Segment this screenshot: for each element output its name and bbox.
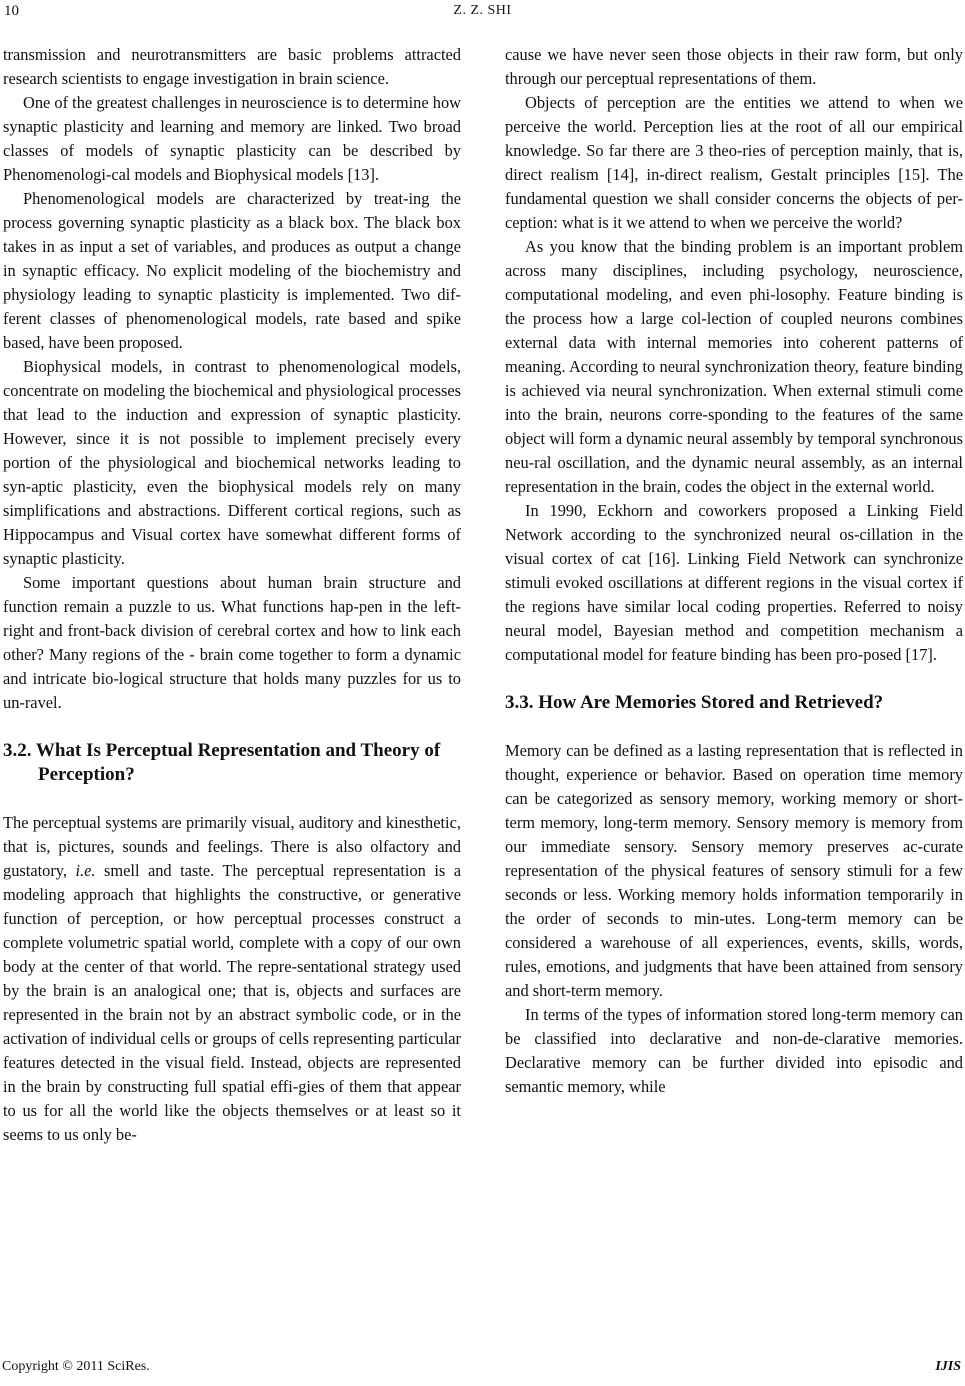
right-column <box>505 43 963 1099</box>
paragraph: One of the greatest challenges in neuroscience is to determine how synaptic plasticity and learning and memory are linked. Two broad classes of models of synaptic plasticity can be described by Phenomenologi-cal models and Biophysical models [13]. <box>3 93 461 184</box>
page-footer <box>0 1359 965 1383</box>
paragraph-text: smell and taste. The perceptual representation is a modeling approach that highlights the constructive, or generative function of perception, or how perceptual processes construct a complete volumetric spatial world, complete with a copy of our own body at the center of that world. The repre-sentational strategy used by the brain is an analogical one; that is, objects and surfaces are represented in the brain not by an abstract symbolic code, or in the activation of individual cells or groups of cells representing particular features detected in the visual field. Instead, objects are represented in the brain by constructing full spatial effi-gies of them that appear to us for all the world like the objects themselves or at least so it seems to us only be- <box>3 861 461 1144</box>
copyright-notice: Copyright © 2011 SciRes. <box>2 1359 150 1374</box>
page-header <box>0 0 965 28</box>
paragraph: As you know that the binding problem is an important problem across many disciplines, including psychology, neuroscience, computational modeling, and even phi-losophy. Feature binding is the process how a large col-lection of coupled neurons combines external data with internal memories into coherent patterns of meaning. According to neural synchronization theory, feature binding is achieved via neural synchronization. When external stimuli come into the brain, neurons corre-sponding to the features of the same object will form a dynamic neural assembly by temporal synchronous neu-ral oscillation, and the dynamic neural assembly, as an internal representation in the brain, codes the object in the external world. <box>505 237 963 496</box>
left-column <box>3 43 461 1147</box>
paragraph-text: The perceptual systems are primarily visual, auditory and kinesthetic, that is, pictures, sounds and feelings. There is also olfactory and gustatory, <box>3 813 461 880</box>
paragraph: Phenomenological models are characterized by treat-ing the process governing synaptic plasticity as a black box. The black box takes in as input a set of variables, and produces as output a change in synaptic efficacy. No explicit modeling of the biochemistry and physiology leading to synaptic plasticity is implemented. Two dif-ferent classes of phenomenological models, rate based and spike based, have been proposed. <box>3 189 461 352</box>
section-heading: 3.2. What Is Perceptual Representation and Theory of Perception? <box>3 740 441 785</box>
running-head: Z. Z. SHI <box>453 3 512 18</box>
page-number: 10 <box>4 3 19 19</box>
paragraph: transmission and neurotransmitters are basic problems attracted research scientists to engage investigation in brain science. <box>3 45 461 88</box>
paragraph: In 1990, Eckhorn and coworkers proposed a Linking Field Network according to the synchronized neural os-cillation in the visual cortex of cat [16]. Linking Field Network can synchronize stimuli evoked oscillations at different regions in the visual cortex if the regions have similar local coding properties. Referred to noisy neural model, Bayesian method and competition mechanism a computational model for feature binding has been pro-posed [17]. <box>505 501 963 664</box>
paragraph: Some important questions about human brain structure and function remain a puzzle to us. What functions hap-pen in the left-right and front-back division of cerebral cortex and how to link each other? Many regions of the - brain come together to form a dynamic and intricate bio-logical structure that holds many puzzles for us to un-ravel. <box>3 573 461 712</box>
paragraph: In terms of the types of information stored long-term memory can be classified into declarative and non-de-clarative memories. Declarative memory can be further divided into episodic and semantic memory, while <box>505 1005 963 1096</box>
italic-abbrev: i.e. <box>75 861 96 880</box>
paragraph: Biophysical models, in contrast to phenomenological models, concentrate on modeling the biochemical and physiological processes that lead to the induction and expression of synaptic plasticity. However, since it is not possible to implement precisely every portion of the physiological and biochemical networks leading to syn-aptic plasticity, even the biophysical models rely on many simplifications and abstractions. Different cortical regions, such as Hippocampus and Visual cortex have somewhat different forms of synaptic plasticity. <box>3 357 461 568</box>
section-heading: 3.3. How Are Memories Stored and Retrieved? <box>505 692 884 713</box>
paragraph: Objects of perception are the entities we attend to when we perceive the world. Perception lies at the root of all our empirical knowledge. So far there are 3 theo-ries of perception mainly, that is, direct realism [14], in-direct realism, Gestalt principles [15]. The fundamental question we shall consider concerns the objects of per-ception: what is it we attend to when we perceive the world? <box>505 93 963 232</box>
journal-abbrev: IJIS <box>935 1359 961 1374</box>
paragraph <box>3 811 461 1147</box>
paragraph: cause we have never seen those objects in their raw form, but only through our perceptual representations of them. <box>505 45 963 88</box>
paragraph: Memory can be defined as a lasting representation that is reflected in thought, experience or behavior. Based on operation time memory can be categorized as sensory memory, working memory or short-term memory, long-term memory. Sensory memory is memory from our immediate sensory. Sensory memory preserves ac-curate representation of the physical features of sensory stimuli for a few seconds or less. Working memory holds information temporarily in the order of seconds to min-utes. Long-term memory can be considered a warehouse of all experiences, events, skills, words, rules, emotions, and judgments that have been attained from sensory and short-term memory. <box>505 741 963 1000</box>
